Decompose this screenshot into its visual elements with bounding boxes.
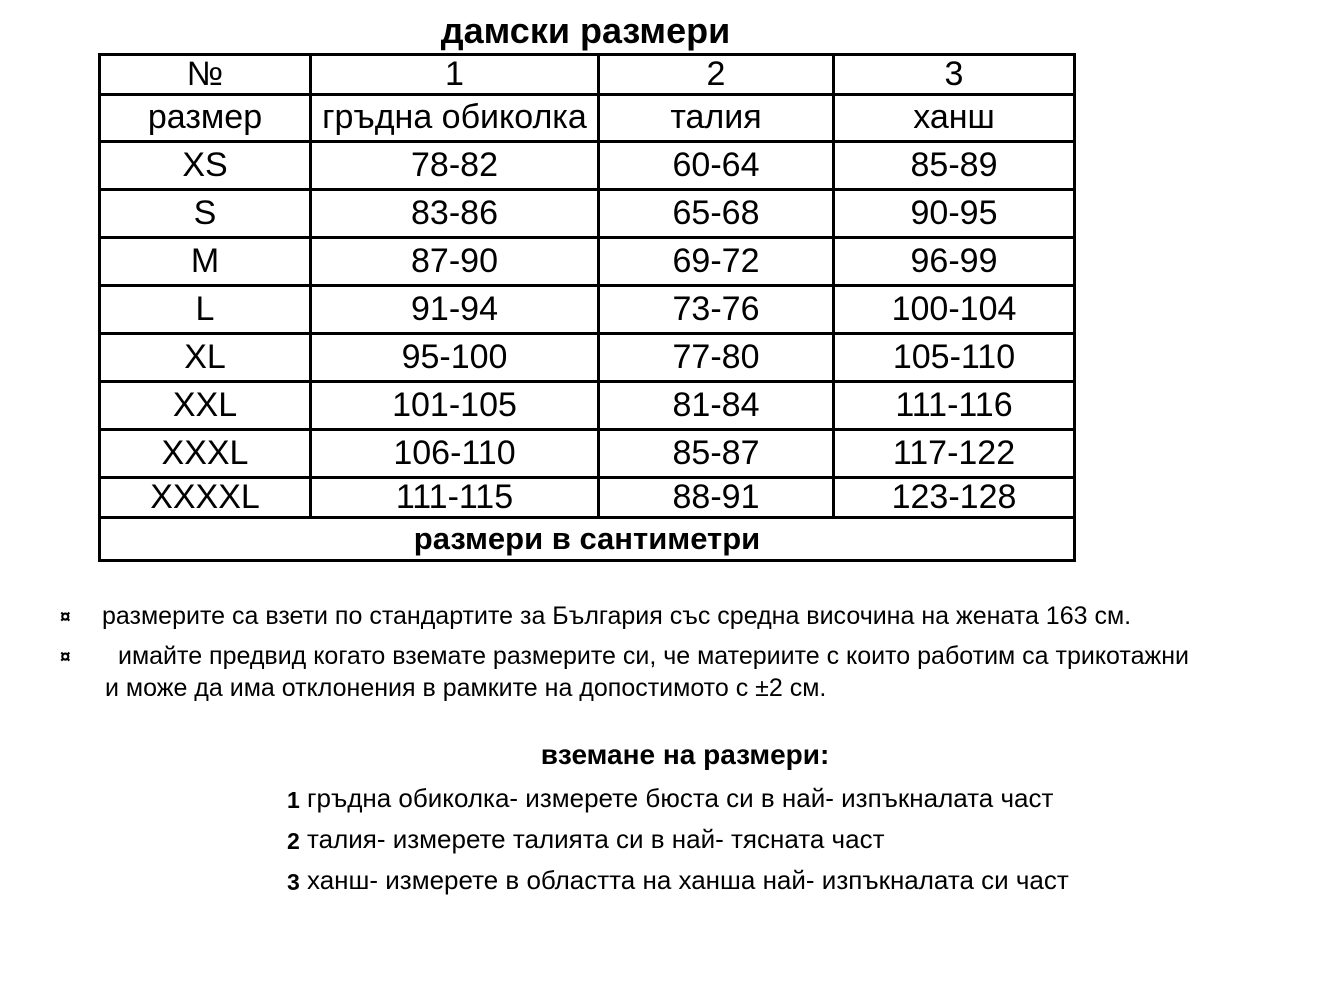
list-item bbox=[0, 860, 1330, 901]
bust-range-cell: 111-115 bbox=[311, 478, 599, 518]
list-item-text: талия- измерете талията си в най- тясната част bbox=[307, 824, 885, 854]
number-sign-header-cell: № bbox=[100, 55, 311, 95]
hips-header-cell: ханш bbox=[834, 95, 1075, 142]
hips-range-cell: 90-95 bbox=[834, 190, 1075, 238]
womens-size-table bbox=[98, 53, 1076, 562]
note-line bbox=[0, 672, 1330, 704]
size-cell: XXXXL bbox=[100, 478, 311, 518]
table-row bbox=[100, 190, 1075, 238]
units-footer-cell: размери в сантиметри bbox=[100, 518, 1075, 561]
table-row bbox=[100, 142, 1075, 190]
bullet-icon: ¤ bbox=[60, 647, 71, 668]
size-cell: L bbox=[100, 286, 311, 334]
bust-range-cell: 95-100 bbox=[311, 334, 599, 382]
table-header-row bbox=[100, 55, 1075, 95]
waist-range-cell: 73-76 bbox=[599, 286, 834, 334]
table-row bbox=[100, 382, 1075, 430]
col3-header-cell: 3 bbox=[834, 55, 1075, 95]
bust-range-cell: 83-86 bbox=[311, 190, 599, 238]
table-row bbox=[100, 334, 1075, 382]
list-item-number: 2 bbox=[287, 828, 300, 854]
table-row bbox=[100, 286, 1075, 334]
note-text: и може да има отклонения в рамките на допостимото с ±2 см. bbox=[105, 674, 827, 702]
bust-range-cell: 91-94 bbox=[311, 286, 599, 334]
waist-range-cell: 60-64 bbox=[599, 142, 834, 190]
notes-section bbox=[0, 600, 1330, 704]
list-item-text: ханш- измерете в областта на ханша най- изпъкналата си част bbox=[307, 865, 1069, 895]
list-item-number: 1 bbox=[287, 787, 300, 813]
table-row bbox=[100, 478, 1075, 518]
page-title: дамски размери bbox=[440, 10, 731, 51]
col2-header-cell: 2 bbox=[599, 55, 834, 95]
table-subheader-row bbox=[100, 95, 1075, 142]
note-text: имайте предвид когато вземате размерите си, че материите с които работим са трикотажни bbox=[118, 642, 1189, 670]
list-item-number: 3 bbox=[287, 869, 300, 895]
table-footer-row bbox=[100, 518, 1075, 561]
hips-range-cell: 123-128 bbox=[834, 478, 1075, 518]
size-cell: XL bbox=[100, 334, 311, 382]
size-cell: XXXL bbox=[100, 430, 311, 478]
bust-range-cell: 87-90 bbox=[311, 238, 599, 286]
bust-range-cell: 101-105 bbox=[311, 382, 599, 430]
waist-range-cell: 81-84 bbox=[599, 382, 834, 430]
hips-range-cell: 100-104 bbox=[834, 286, 1075, 334]
title-wrap bbox=[98, 0, 1073, 50]
hips-range-cell: 117-122 bbox=[834, 430, 1075, 478]
table-row bbox=[100, 430, 1075, 478]
note-line bbox=[0, 640, 1330, 672]
note-text: размерите са взети по стандартите за България със средна височина на жената 163 см. bbox=[102, 602, 1132, 630]
size-cell: M bbox=[100, 238, 311, 286]
hips-range-cell: 96-99 bbox=[834, 238, 1075, 286]
list-item bbox=[0, 778, 1330, 819]
list-item-text: гръдна обиколка- измерете бюста си в най- изпъкналата част bbox=[307, 783, 1054, 813]
hips-range-cell: 105-110 bbox=[834, 334, 1075, 382]
bust-header-cell: гръдна обиколка bbox=[311, 95, 599, 142]
bust-range-cell: 78-82 bbox=[311, 142, 599, 190]
size-header-cell: размер bbox=[100, 95, 311, 142]
size-cell: S bbox=[100, 190, 311, 238]
size-cell: XS bbox=[100, 142, 311, 190]
measuring-heading: вземане на размери: bbox=[540, 739, 830, 770]
waist-range-cell: 77-80 bbox=[599, 334, 834, 382]
waist-range-cell: 69-72 bbox=[599, 238, 834, 286]
waist-range-cell: 85-87 bbox=[599, 430, 834, 478]
size-cell: XXL bbox=[100, 382, 311, 430]
waist-header-cell: талия bbox=[599, 95, 834, 142]
hips-range-cell: 85-89 bbox=[834, 142, 1075, 190]
hips-range-cell: 111-116 bbox=[834, 382, 1075, 430]
bullet-icon: ¤ bbox=[60, 607, 71, 628]
measuring-list bbox=[0, 778, 1330, 901]
note-line bbox=[0, 600, 1330, 632]
list-item bbox=[0, 819, 1330, 860]
waist-range-cell: 65-68 bbox=[599, 190, 834, 238]
bust-range-cell: 106-110 bbox=[311, 430, 599, 478]
col1-header-cell: 1 bbox=[311, 55, 599, 95]
waist-range-cell: 88-91 bbox=[599, 478, 834, 518]
table-row bbox=[100, 238, 1075, 286]
